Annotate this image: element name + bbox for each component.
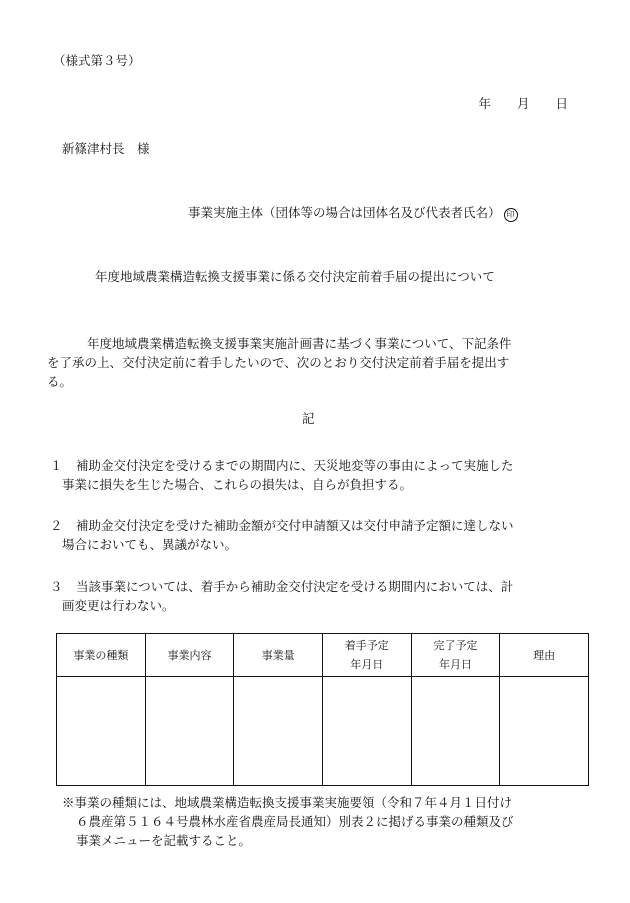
header-project-content: 事業内容 (145, 634, 234, 677)
item-text: 当該事業については、着手から補助金交付決定を受ける期間内においては、計 (76, 579, 514, 594)
date-month-label: 月 (517, 96, 530, 111)
cell-completion-date[interactable] (411, 677, 500, 786)
header-reason: 理由 (500, 634, 589, 677)
cell-project-volume[interactable] (234, 677, 323, 786)
date-day-label: 日 (555, 96, 568, 111)
cell-start-date[interactable] (322, 677, 411, 786)
intro-line: 年度地域農業構造転換支援事業実施計画書に基づく事業について、下記条件 (87, 336, 512, 351)
applicant-label: 事業実施主体（団体等の場合は団体名及び代表者氏名） (188, 205, 501, 220)
intro-paragraph (47, 334, 581, 391)
cell-project-type[interactable] (57, 677, 146, 786)
intro-line: る。 (47, 374, 73, 389)
cell-reason[interactable] (500, 677, 589, 786)
item-number: １ (50, 458, 63, 473)
footnote-line: ６農産第５１６４号農林水産省農産局長通知）別表２に掲げる事業の種類及び (76, 814, 514, 829)
item-text: 補助金交付決定を受けるまでの期間内に、天災地変等の事由によって実施した (76, 458, 514, 473)
item-text: 事業に損失を生じた場合、これらの損失は、自らが負担する。 (62, 477, 413, 492)
date-line (479, 98, 568, 111)
seal-mark: 印 (504, 208, 518, 222)
form-number: （様式第３号） (53, 53, 141, 68)
header-start-date: 着手予定 年月日 (322, 634, 411, 677)
condition-item (50, 577, 580, 615)
item-number: ３ (50, 579, 63, 594)
table-row (57, 677, 589, 786)
item-number: ２ (50, 518, 63, 533)
document-title: 年度地域農業構造転換支援事業に係る交付決定前着手届の提出について (95, 269, 495, 284)
date-year-label: 年 (478, 96, 492, 111)
item-text: 画変更は行わない。 (62, 598, 175, 613)
addressee: 新篠津村長 様 (62, 141, 150, 156)
table-header-row (57, 634, 589, 677)
footnote-line: 事業メニューを記載すること。 (76, 833, 252, 848)
intro-line: を了承の上、交付決定前に着手したいので、次のとおり交付決定前着手届を提出す (47, 355, 510, 370)
condition-item (50, 516, 580, 554)
header-project-type: 事業の種類 (57, 634, 146, 677)
header-completion-date: 完了予定 年月日 (411, 634, 500, 677)
condition-item (50, 456, 580, 494)
item-text: 場合においても、異議がない。 (62, 537, 238, 552)
footnote-line: ※事業の種類には、地域農業構造転換支援事業実施要領（令和７年４月１日付け (62, 795, 513, 810)
applicant-line (188, 207, 518, 222)
project-table (56, 633, 589, 786)
ki-heading: 記 (302, 411, 315, 426)
header-project-volume: 事業量 (234, 634, 323, 677)
item-text: 補助金交付決定を受けた補助金額が交付申請額又は交付申請予定額に達しない (76, 518, 514, 533)
cell-project-content[interactable] (145, 677, 234, 786)
footnote (62, 793, 582, 850)
